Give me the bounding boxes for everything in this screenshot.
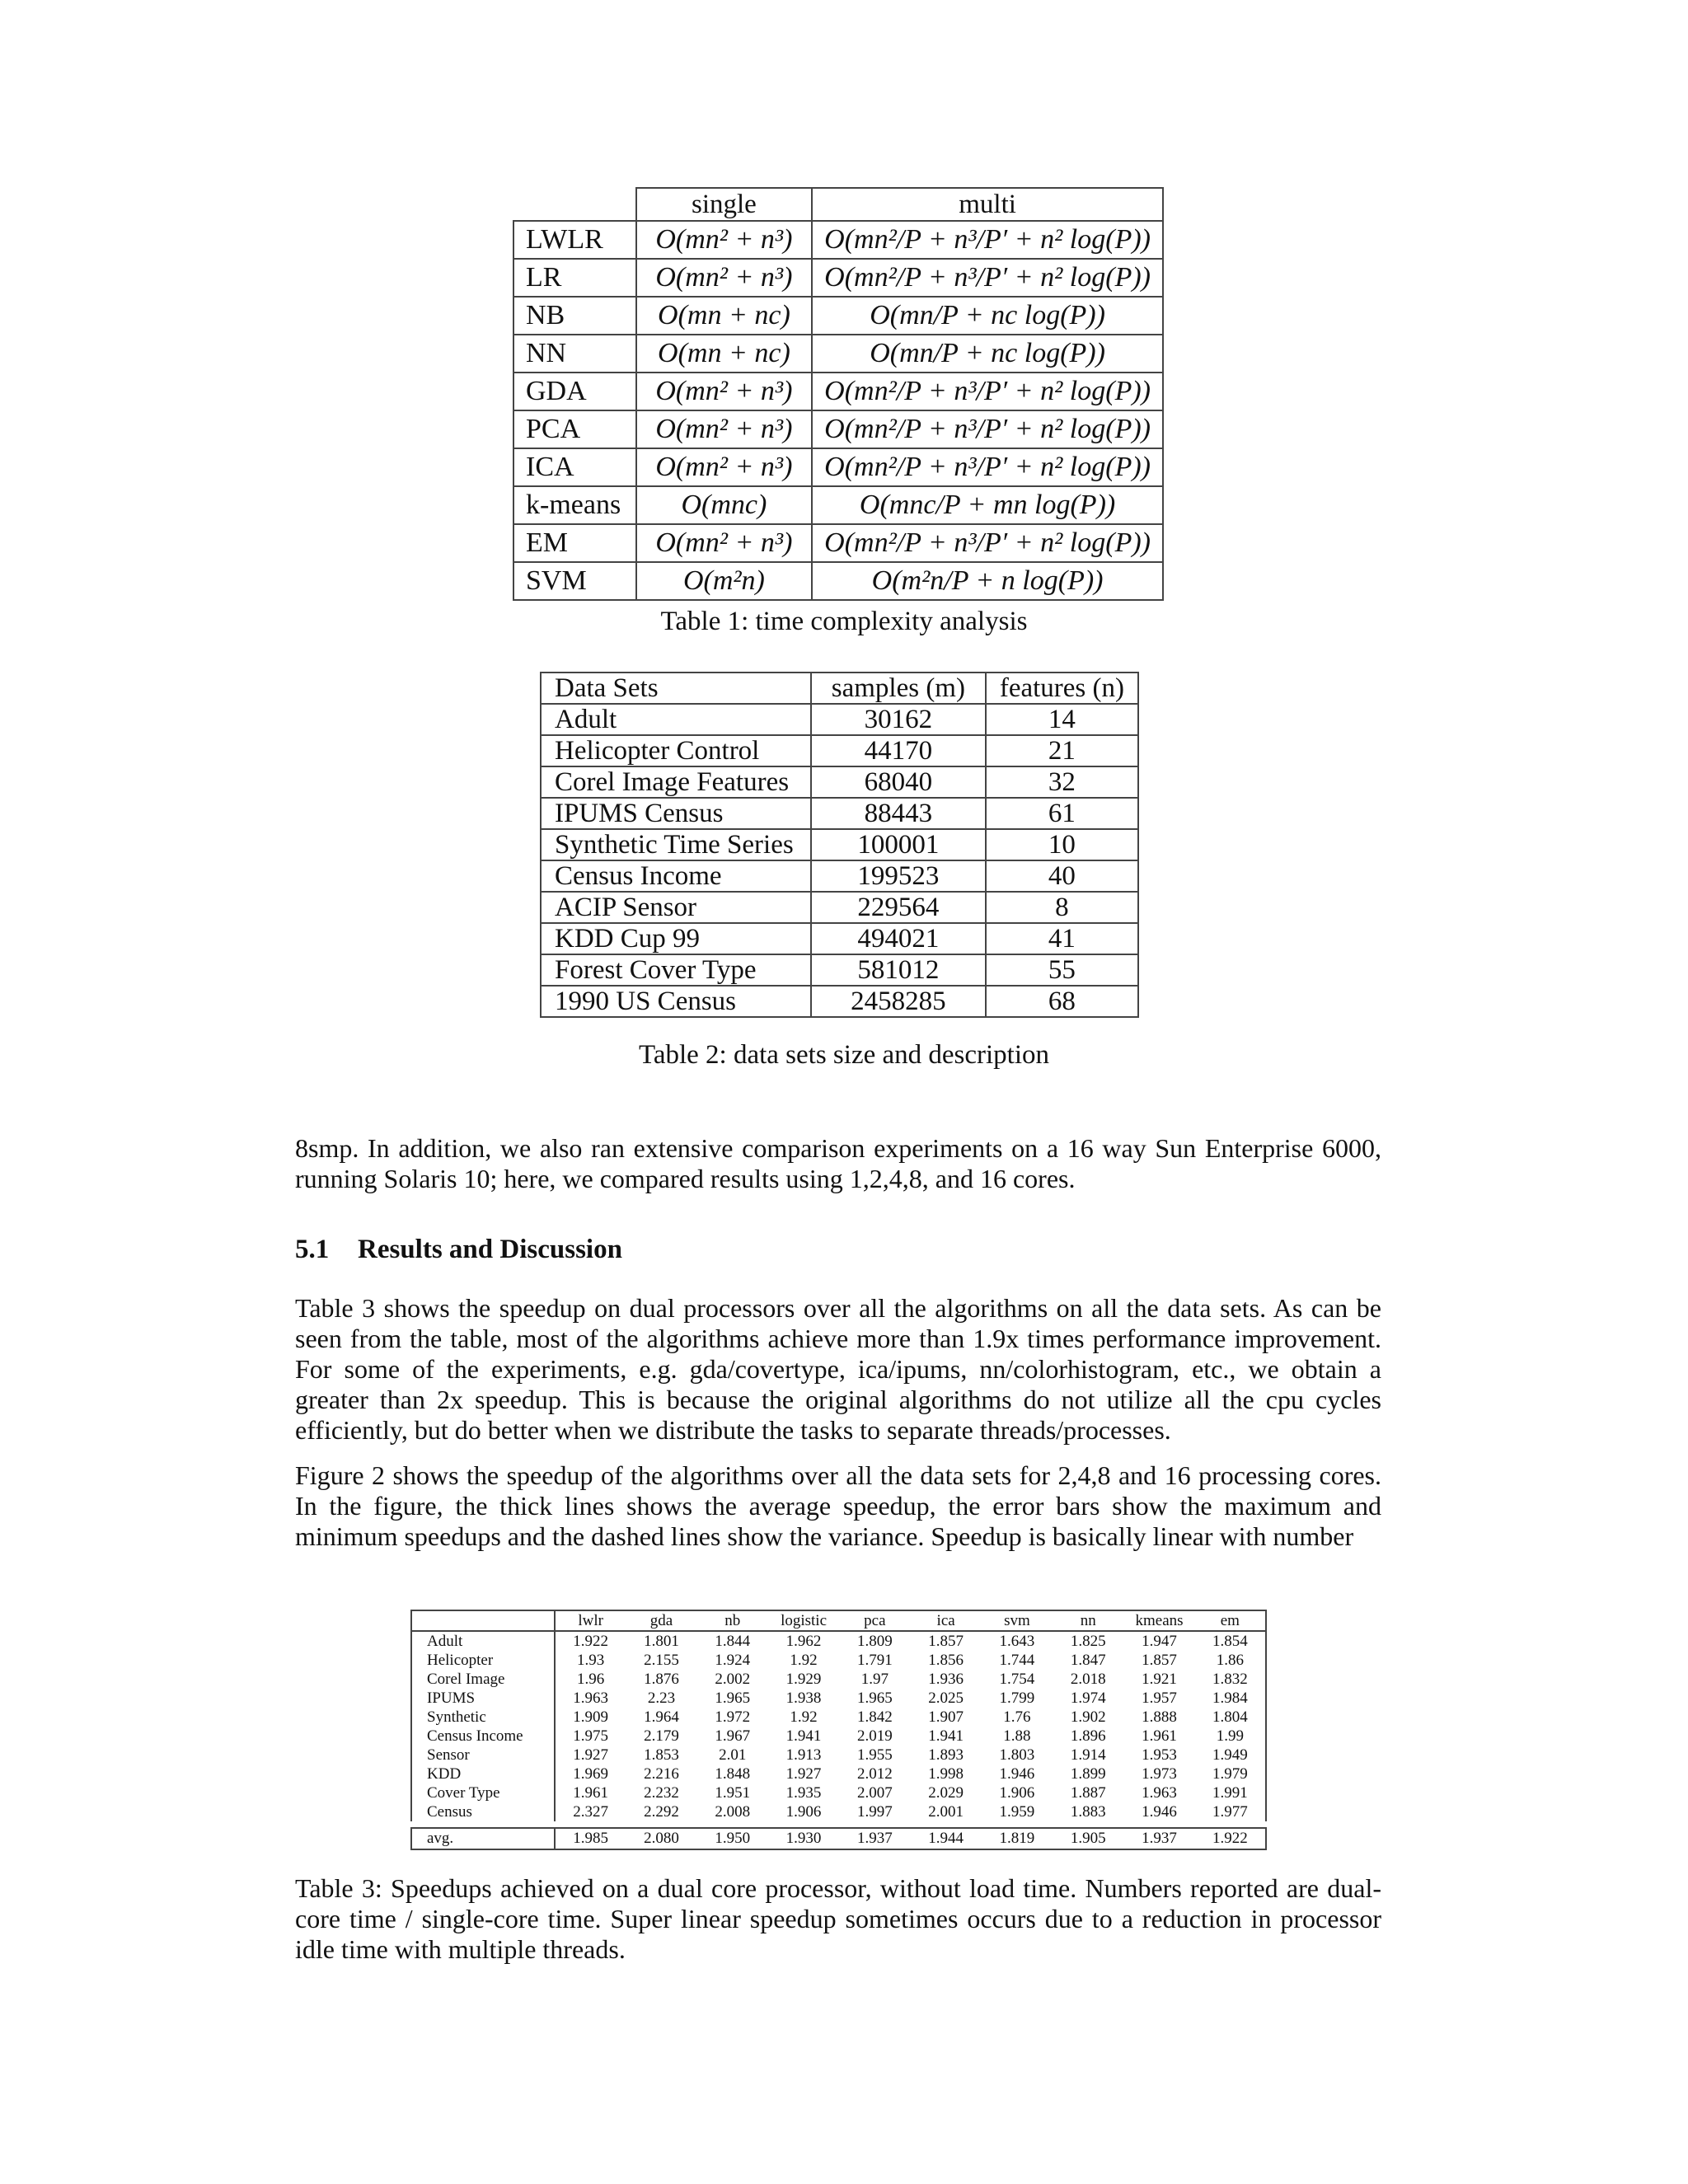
complexity-table-header bbox=[513, 188, 1163, 221]
speedup-dataset-name: Sensor bbox=[411, 1746, 555, 1765]
dataset-row bbox=[541, 860, 1138, 892]
single-complexity: O(mn² + n³) bbox=[636, 524, 812, 562]
speedup-value: 2.155 bbox=[644, 1651, 679, 1669]
dataset-name: Corel Image Features bbox=[541, 766, 811, 798]
speedup-table-gap bbox=[411, 1821, 1266, 1828]
dataset-features: 10 bbox=[986, 829, 1138, 860]
dataset-name: IPUMS Census bbox=[541, 798, 811, 829]
datasets-table-body bbox=[541, 704, 1138, 1017]
speedup-value: 1.947 bbox=[1142, 1632, 1177, 1650]
speedup-dataset-name: avg. bbox=[411, 1828, 555, 1849]
speedup-header-algorithm: nb bbox=[697, 1610, 768, 1631]
dataset-row bbox=[541, 766, 1138, 798]
speedup-value: 1.937 bbox=[839, 1828, 910, 1849]
speedup-value: 1.809 bbox=[856, 1632, 893, 1650]
algorithm-name: NB bbox=[513, 297, 636, 335]
speedup-value: 2.018 bbox=[1070, 1670, 1106, 1688]
speedup-value: 1.819 bbox=[982, 1828, 1053, 1849]
speedup-value: 1.856 bbox=[928, 1651, 964, 1669]
algorithm-name: ICA bbox=[513, 448, 636, 486]
speedup-value: 2.232 bbox=[644, 1783, 679, 1802]
speedup-value: 2.080 bbox=[626, 1828, 696, 1849]
speedup-value: 1.791 bbox=[856, 1651, 893, 1669]
dataset-row bbox=[541, 986, 1138, 1017]
speedup-row bbox=[411, 1689, 1266, 1708]
speedup-value: 1.965 bbox=[856, 1689, 893, 1707]
table1-caption: Table 1: time complexity analysis bbox=[660, 607, 1028, 636]
speedup-value: 1.902 bbox=[1070, 1708, 1106, 1726]
speedup-value: 2.179 bbox=[644, 1727, 679, 1745]
section-title: Results and Discussion bbox=[358, 1235, 622, 1264]
dataset-name: Adult bbox=[541, 704, 811, 735]
speedup-average-row bbox=[411, 1828, 1266, 1849]
complexity-row bbox=[513, 448, 1163, 486]
speedup-value: 2.008 bbox=[715, 1802, 751, 1821]
speedup-value: 1.754 bbox=[999, 1670, 1035, 1688]
speedup-value: 1.973 bbox=[1142, 1765, 1177, 1783]
speedup-value: 2.025 bbox=[928, 1689, 964, 1707]
speedup-value: 1.946 bbox=[999, 1765, 1035, 1783]
speedup-value: 1.854 bbox=[1195, 1631, 1266, 1651]
multi-complexity: O(mn/P + nc log(P)) bbox=[812, 297, 1163, 335]
paragraph-table3-discussion: Table 3 shows the speedup on dual processors over all the algorithms on all the data sets. As can be seen from the table, most of the algorithms achieve more than 1.9x times performance improvement. For some of the experiments, e.g. gda/covertype, ica/ipums, nn/colorhistogram, etc., we obtain a greater than 2x speedup. This is because the original algorithms do not utilize all the cpu cycles efficiently, but do better when we distribute the tasks to separate threads/processes. bbox=[295, 1293, 1381, 1445]
speedup-value: 1.975 bbox=[573, 1727, 609, 1745]
speedup-value: 1.959 bbox=[999, 1802, 1035, 1821]
dataset-features: 32 bbox=[986, 766, 1138, 798]
table3-caption: Table 3: Speedups achieved on a dual core processor, without load time. Numbers reported are dual-core time / single-core time. Super linear speedup sometimes occurs due to a reduction in processor idle time with multiple threads. bbox=[295, 1873, 1381, 1964]
speedup-value: 1.799 bbox=[999, 1689, 1035, 1707]
speedup-value: 1.905 bbox=[1053, 1828, 1123, 1849]
complexity-row bbox=[513, 335, 1163, 373]
datasets-table-header bbox=[541, 673, 1138, 704]
speedup-value: 1.888 bbox=[1142, 1708, 1177, 1726]
speedup-table-body bbox=[411, 1631, 1266, 1849]
speedup-value: 1.974 bbox=[1070, 1689, 1106, 1707]
complexity-table-body bbox=[513, 221, 1163, 600]
speedup-header-algorithm: nn bbox=[1053, 1610, 1123, 1631]
dataset-name: Helicopter Control bbox=[541, 735, 811, 766]
speedup-row bbox=[411, 1631, 1266, 1651]
complexity-row bbox=[513, 259, 1163, 297]
speedup-value: 2.002 bbox=[715, 1670, 751, 1688]
dataset-row bbox=[541, 954, 1138, 986]
complexity-row bbox=[513, 562, 1163, 600]
complexity-row bbox=[513, 297, 1163, 335]
speedup-value: 1.965 bbox=[715, 1689, 751, 1707]
speedup-value: 1.927 bbox=[785, 1765, 822, 1783]
speedup-value: 1.957 bbox=[1142, 1689, 1177, 1707]
dataset-samples: 581012 bbox=[811, 954, 986, 986]
speedup-value: 1.953 bbox=[1142, 1746, 1177, 1764]
speedup-value: 1.899 bbox=[1070, 1765, 1106, 1783]
speedup-row bbox=[411, 1651, 1266, 1670]
complexity-header-single: single bbox=[636, 188, 812, 221]
speedup-dataset-name: Adult bbox=[411, 1631, 555, 1651]
speedup-value: 1.97 bbox=[860, 1670, 889, 1688]
speedup-header-algorithm: lwlr bbox=[555, 1610, 626, 1631]
speedup-value: 1.949 bbox=[1195, 1746, 1266, 1765]
speedup-value: 1.803 bbox=[999, 1746, 1035, 1764]
complexity-row bbox=[513, 410, 1163, 448]
dataset-samples: 229564 bbox=[811, 892, 986, 923]
complexity-header-blank bbox=[513, 188, 636, 221]
speedup-value: 1.909 bbox=[573, 1708, 609, 1726]
speedup-value: 1.972 bbox=[715, 1708, 751, 1726]
speedup-value: 2.23 bbox=[647, 1689, 676, 1707]
speedup-value: 1.935 bbox=[785, 1783, 822, 1802]
speedup-value: 1.893 bbox=[928, 1746, 964, 1764]
algorithm-name: LWLR bbox=[513, 221, 636, 259]
dataset-features: 14 bbox=[986, 704, 1138, 735]
speedup-value: 1.847 bbox=[1070, 1651, 1106, 1669]
multi-complexity: O(mn²/P + n³/P′ + n² log(P)) bbox=[812, 524, 1163, 562]
speedup-header-algorithm: gda bbox=[626, 1610, 696, 1631]
dataset-row bbox=[541, 735, 1138, 766]
multi-complexity: O(mn/P + nc log(P)) bbox=[812, 335, 1163, 373]
multi-complexity: O(m²n/P + n log(P)) bbox=[812, 562, 1163, 600]
speedup-value: 1.801 bbox=[644, 1632, 679, 1650]
section-heading bbox=[295, 1235, 622, 1265]
speedup-value: 1.844 bbox=[715, 1632, 751, 1650]
speedup-value: 1.944 bbox=[910, 1828, 981, 1849]
speedup-value: 2.029 bbox=[928, 1783, 964, 1802]
speedup-value: 1.929 bbox=[785, 1670, 822, 1688]
speedup-value: 1.92 bbox=[790, 1708, 818, 1726]
dataset-features: 8 bbox=[986, 892, 1138, 923]
speedup-value: 2.01 bbox=[719, 1746, 747, 1764]
speedup-value: 1.985 bbox=[555, 1828, 626, 1849]
speedup-value: 2.327 bbox=[573, 1802, 609, 1821]
speedup-value: 2.216 bbox=[644, 1765, 679, 1783]
speedup-value: 1.963 bbox=[1142, 1783, 1177, 1802]
speedup-value: 2.019 bbox=[856, 1727, 893, 1745]
speedup-dataset-name: Synthetic bbox=[411, 1708, 555, 1727]
dataset-row bbox=[541, 704, 1138, 735]
speedup-header-algorithm: pca bbox=[839, 1610, 910, 1631]
single-complexity: O(mnc) bbox=[636, 486, 812, 524]
single-complexity: O(mn² + n³) bbox=[636, 373, 812, 410]
speedup-value: 1.914 bbox=[1070, 1746, 1106, 1764]
dataset-row bbox=[541, 798, 1138, 829]
speedup-value: 1.92 bbox=[790, 1651, 818, 1669]
speedup-value: 1.804 bbox=[1195, 1708, 1266, 1727]
dataset-features: 68 bbox=[986, 986, 1138, 1017]
speedup-value: 1.76 bbox=[1003, 1708, 1031, 1726]
complexity-row bbox=[513, 524, 1163, 562]
speedup-value: 1.922 bbox=[1195, 1828, 1266, 1849]
speedup-dataset-name: KDD bbox=[411, 1765, 555, 1783]
speedup-row bbox=[411, 1783, 1266, 1802]
single-complexity: O(mn² + n³) bbox=[636, 259, 812, 297]
speedup-value: 1.88 bbox=[1003, 1727, 1031, 1745]
speedup-header-algorithm: em bbox=[1195, 1610, 1266, 1631]
speedup-value: 2.007 bbox=[856, 1783, 893, 1802]
speedup-row bbox=[411, 1727, 1266, 1746]
speedup-table-container bbox=[410, 1610, 1267, 1850]
datasets-header-features: features (n) bbox=[986, 673, 1138, 704]
speedup-header-algorithm: logistic bbox=[768, 1610, 839, 1631]
dataset-features: 40 bbox=[986, 860, 1138, 892]
datasets-header-samples: samples (m) bbox=[811, 673, 986, 704]
speedup-value: 1.825 bbox=[1070, 1632, 1106, 1650]
algorithm-name: SVM bbox=[513, 562, 636, 600]
dataset-samples: 68040 bbox=[811, 766, 986, 798]
speedup-value: 1.848 bbox=[715, 1765, 751, 1783]
datasets-table bbox=[540, 672, 1139, 1018]
dataset-features: 41 bbox=[986, 923, 1138, 954]
speedup-value: 1.936 bbox=[928, 1670, 964, 1688]
multi-complexity: O(mn²/P + n³/P′ + n² log(P)) bbox=[812, 373, 1163, 410]
speedup-value: 1.744 bbox=[999, 1651, 1035, 1669]
complexity-row bbox=[513, 221, 1163, 259]
speedup-value: 1.927 bbox=[573, 1746, 609, 1764]
speedup-value: 1.883 bbox=[1070, 1802, 1106, 1821]
single-complexity: O(mn² + n³) bbox=[636, 221, 812, 259]
paragraph-figure2-discussion: Figure 2 shows the speedup of the algorithms over all the data sets for 2,4,8 and 16 processing cores. In the figure, the thick lines shows the average speedup, the error bars show the maximum and minimum speedups and the dashed lines show the variance. Speedup is basically linear with number bbox=[295, 1460, 1381, 1551]
speedup-dataset-name: Census bbox=[411, 1802, 555, 1821]
speedup-value: 1.941 bbox=[785, 1727, 822, 1745]
dataset-name: Forest Cover Type bbox=[541, 954, 811, 986]
speedup-value: 1.913 bbox=[785, 1746, 822, 1764]
speedup-value: 1.997 bbox=[856, 1802, 893, 1821]
speedup-table-header bbox=[411, 1610, 1266, 1631]
speedup-value: 1.853 bbox=[644, 1746, 679, 1764]
dataset-samples: 494021 bbox=[811, 923, 986, 954]
speedup-header-blank bbox=[411, 1610, 555, 1631]
speedup-value: 1.963 bbox=[573, 1689, 609, 1707]
speedup-value: 1.99 bbox=[1195, 1727, 1266, 1746]
algorithm-name: GDA bbox=[513, 373, 636, 410]
complexity-header-multi: multi bbox=[812, 188, 1163, 221]
single-complexity: O(mn² + n³) bbox=[636, 410, 812, 448]
speedup-value: 1.842 bbox=[856, 1708, 893, 1726]
dataset-name: ACIP Sensor bbox=[541, 892, 811, 923]
speedup-value: 1.941 bbox=[928, 1727, 964, 1745]
speedup-value: 1.93 bbox=[577, 1651, 605, 1669]
speedup-value: 1.961 bbox=[1142, 1727, 1177, 1745]
speedup-value: 1.96 bbox=[577, 1670, 605, 1688]
speedup-dataset-name: Corel Image bbox=[411, 1670, 555, 1689]
speedup-value: 2.001 bbox=[928, 1802, 964, 1821]
speedup-value: 1.961 bbox=[573, 1783, 609, 1802]
single-complexity: O(m²n) bbox=[636, 562, 812, 600]
speedup-value: 1.977 bbox=[1195, 1802, 1266, 1821]
dataset-features: 21 bbox=[986, 735, 1138, 766]
dataset-name: Synthetic Time Series bbox=[541, 829, 811, 860]
speedup-value: 1.896 bbox=[1070, 1727, 1106, 1745]
speedup-value: 1.930 bbox=[768, 1828, 839, 1849]
speedup-value: 1.964 bbox=[644, 1708, 679, 1726]
speedup-value: 1.924 bbox=[715, 1651, 751, 1669]
speedup-value: 1.951 bbox=[715, 1783, 751, 1802]
dataset-name: KDD Cup 99 bbox=[541, 923, 811, 954]
speedup-value: 1.969 bbox=[573, 1765, 609, 1783]
speedup-value: 1.86 bbox=[1195, 1651, 1266, 1670]
speedup-value: 1.946 bbox=[1142, 1802, 1177, 1821]
speedup-value: 1.907 bbox=[928, 1708, 964, 1726]
algorithm-name: EM bbox=[513, 524, 636, 562]
speedup-value: 1.938 bbox=[785, 1689, 822, 1707]
multi-complexity: O(mn²/P + n³/P′ + n² log(P)) bbox=[812, 221, 1163, 259]
speedup-dataset-name: Census Income bbox=[411, 1727, 555, 1746]
speedup-value: 2.292 bbox=[644, 1802, 679, 1821]
datasets-header-name: Data Sets bbox=[541, 673, 811, 704]
dataset-samples: 199523 bbox=[811, 860, 986, 892]
speedup-value: 2.012 bbox=[856, 1765, 893, 1783]
dataset-features: 61 bbox=[986, 798, 1138, 829]
speedup-row bbox=[411, 1670, 1266, 1689]
speedup-value: 1.906 bbox=[785, 1802, 822, 1821]
multi-complexity: O(mn²/P + n³/P′ + n² log(P)) bbox=[812, 448, 1163, 486]
dataset-row bbox=[541, 892, 1138, 923]
speedup-value: 1.984 bbox=[1195, 1689, 1266, 1708]
algorithm-name: PCA bbox=[513, 410, 636, 448]
dataset-name: Census Income bbox=[541, 860, 811, 892]
speedup-value: 1.906 bbox=[999, 1783, 1035, 1802]
speedup-value: 1.998 bbox=[928, 1765, 964, 1783]
speedup-value: 1.922 bbox=[573, 1632, 609, 1650]
speedup-header-algorithm: kmeans bbox=[1123, 1610, 1194, 1631]
speedup-dataset-name: Cover Type bbox=[411, 1783, 555, 1802]
single-complexity: O(mn + nc) bbox=[636, 335, 812, 373]
multi-complexity: O(mn²/P + n³/P′ + n² log(P)) bbox=[812, 410, 1163, 448]
speedup-value: 1.857 bbox=[928, 1632, 964, 1650]
algorithm-name: LR bbox=[513, 259, 636, 297]
dataset-row bbox=[541, 829, 1138, 860]
speedup-value: 1.979 bbox=[1195, 1765, 1266, 1783]
speedup-row bbox=[411, 1746, 1266, 1765]
algorithm-name: NN bbox=[513, 335, 636, 373]
speedup-value: 1.921 bbox=[1142, 1670, 1177, 1688]
complexity-row bbox=[513, 486, 1163, 524]
complexity-table bbox=[513, 187, 1164, 601]
algorithm-name: k-means bbox=[513, 486, 636, 524]
dataset-samples: 88443 bbox=[811, 798, 986, 829]
dataset-name: 1990 US Census bbox=[541, 986, 811, 1017]
dataset-samples: 100001 bbox=[811, 829, 986, 860]
speedup-value: 1.955 bbox=[856, 1746, 893, 1764]
dataset-samples: 44170 bbox=[811, 735, 986, 766]
speedup-row bbox=[411, 1708, 1266, 1727]
speedup-value: 1.643 bbox=[999, 1632, 1035, 1650]
speedup-value: 1.887 bbox=[1070, 1783, 1106, 1802]
dataset-samples: 30162 bbox=[811, 704, 986, 735]
speedup-dataset-name: IPUMS bbox=[411, 1689, 555, 1708]
speedup-value: 1.937 bbox=[1123, 1828, 1194, 1849]
speedup-value: 1.962 bbox=[785, 1632, 822, 1650]
multi-complexity: O(mnc/P + mn log(P)) bbox=[812, 486, 1163, 524]
speedup-value: 1.967 bbox=[715, 1727, 751, 1745]
dataset-row bbox=[541, 923, 1138, 954]
speedup-header-algorithm: svm bbox=[982, 1610, 1053, 1631]
speedup-header-algorithm: ica bbox=[910, 1610, 981, 1631]
speedup-table bbox=[410, 1610, 1267, 1850]
speedup-value: 1.991 bbox=[1195, 1783, 1266, 1802]
multi-complexity: O(mn²/P + n³/P′ + n² log(P)) bbox=[812, 259, 1163, 297]
paragraph-hardware: 8smp. In addition, we also ran extensive comparison experiments on a 16 way Sun Enterprise 6000, running Solaris 10; here, we compared results using 1,2,4,8, and 16 cores. bbox=[295, 1133, 1381, 1193]
speedup-row bbox=[411, 1802, 1266, 1821]
complexity-row bbox=[513, 373, 1163, 410]
speedup-value: 1.950 bbox=[697, 1828, 768, 1849]
speedup-value: 1.857 bbox=[1142, 1651, 1177, 1669]
single-complexity: O(mn + nc) bbox=[636, 297, 812, 335]
dataset-features: 55 bbox=[986, 954, 1138, 986]
single-complexity: O(mn² + n³) bbox=[636, 448, 812, 486]
speedup-value: 1.832 bbox=[1195, 1670, 1266, 1689]
section-number: 5.1 bbox=[295, 1235, 330, 1264]
speedup-table-gap-cell bbox=[411, 1821, 1266, 1828]
speedup-value: 1.876 bbox=[644, 1670, 679, 1688]
table2-caption: Table 2: data sets size and description bbox=[638, 1040, 1050, 1070]
speedup-row bbox=[411, 1765, 1266, 1783]
speedup-dataset-name: Helicopter bbox=[411, 1651, 555, 1670]
dataset-samples: 2458285 bbox=[811, 986, 986, 1017]
